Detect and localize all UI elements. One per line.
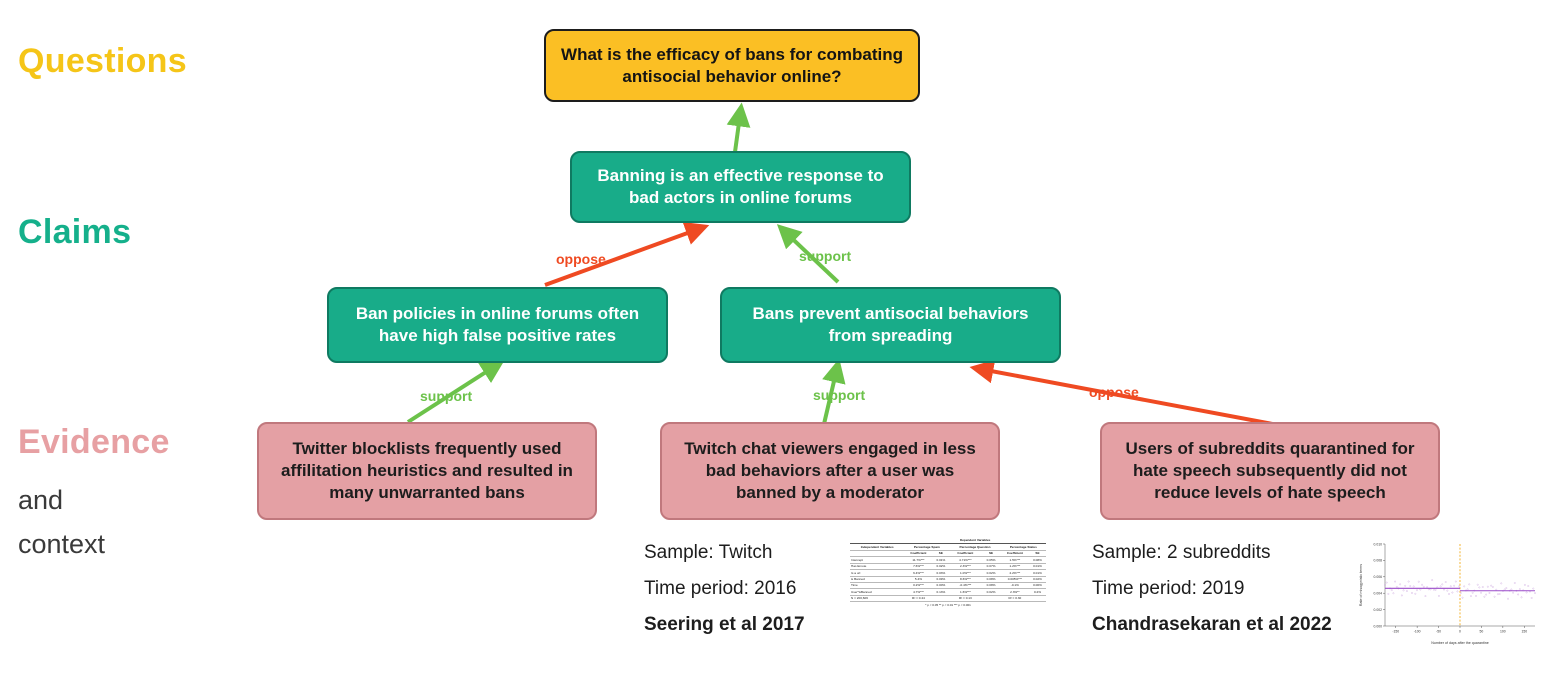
svg-text:-50: -50 — [1436, 629, 1442, 634]
svg-text:Number of days after the quara: Number of days after the quarantine — [1431, 641, 1489, 645]
table-row: Time 0.2%*** 0.00% -0.4%*** 0.08% -0.1% 0.00% — [850, 582, 1046, 588]
table-row: N = 200,606 R² = 0.44 R² = 0.13 R² = 0.30 — [850, 595, 1046, 601]
context-middle-sample: Sample: Twitch — [644, 542, 773, 563]
context-right-citation: Chandrasekaran et al 2022 — [1092, 614, 1332, 635]
edge-label-oppose-claim-left: oppose — [556, 251, 606, 267]
row-label-evidence-sub — [18, 478, 105, 566]
table-row: User*isBanned 4.7%*** 0.13% 1.6%*** 0.02% 2.3%** 0.2% — [850, 589, 1046, 595]
figure-regression-table[interactable]: Dependent Variables Independent Variables Percentage Spam Percentage Question Percentage Status Coefficient SE Coefficient SE Coefficient SE Intercept 11.7%*** 0.01% 4.71%*** 0.05% 1.5%*** 0.08% Has Emote 7.6%*** 0.02% 2.3%*** 0.07% 1.2%*** 0.01% Is a url 6.4%*** 0.03% 1.0%*** 0.02% 2.2%*** 0.01% is Banned 5.4% 0.09% 8.6%*** 0.08% 0.005%*** 0.02% Time 0.2%*** 0.00% -0.4%*** 0.08% -0.1% 0.00% User*isBanned 4.7%*** 0.13% 1.6%*** 0.02% 2.3%** 0.2% N = 200,606 R² = 0.44 R² = 0.13 R² = 0.30 * p < 0.05 ** p < 0.01 *** p < 0.001 — [850, 538, 1046, 636]
context-right-timeperiod: Time period: 2019 — [1092, 578, 1245, 599]
node-claim-left[interactable]: Ban policies in online forums often have high false positive rates — [327, 287, 668, 363]
context-middle-timeperiod: Time period: 2016 — [644, 578, 797, 599]
node-claim-right[interactable]: Bans prevent antisocial behaviors from spreading — [720, 287, 1061, 363]
svg-text:-100: -100 — [1413, 629, 1421, 634]
context-right — [1092, 535, 1332, 643]
svg-text:0.010: 0.010 — [1373, 542, 1382, 547]
svg-text:0.002: 0.002 — [1373, 607, 1382, 612]
svg-text:0.000: 0.000 — [1373, 624, 1382, 629]
row-label-evidence-sub-line2: context — [18, 529, 106, 559]
regression-table: Dependent Variables Independent Variables Percentage Spam Percentage Question Percentage Status Coefficient SE Coefficient SE Coefficient SE Intercept 11.7%*** 0.01% 4.71%*** 0.05% 1.5%*** 0.08% Has Emote 7.6%*** 0.02% 2.3%*** 0.07% 1.2%*** 0.01% Is a url 6.4%*** 0.03% 1.0%*** 0.02% 2.2%*** 0.01% is Banned 5.4% 0.09% 8.6%*** 0.08% 0.005%*** 0.02% Time 0.2%*** 0.00% -0.4%*** 0.08% -0.1% 0.00% User*isBanned 4.7%*** 0.13% 1.6%*** 0.02% 2.3%** 0.2% N = 200,606 R² = 0.44 R² = 0.13 R² = 0.30 — [850, 538, 1046, 602]
context-middle-citation: Seering et al 2017 — [644, 614, 805, 635]
arrow-claim-top-to-question — [735, 108, 741, 152]
row-label-evidence: Evidence — [18, 423, 170, 461]
node-question[interactable]: What is the efficacy of bans for combating antisocial behavior online? — [544, 29, 920, 102]
table-row: Has Emote 7.6%*** 0.02% 2.3%*** 0.07% 1.2%*** 0.01% — [850, 563, 1046, 569]
edge-label-support-evidence-left: support — [420, 388, 473, 404]
edge-label-support-claim-right: support — [799, 248, 852, 264]
row-label-questions: Questions — [18, 42, 187, 80]
row-label-evidence-sub-line1: and — [18, 485, 64, 515]
node-evidence-middle[interactable]: Twitch chat viewers engaged in less bad behaviors after a user was banned by a moderator — [660, 422, 1000, 520]
context-middle — [644, 535, 805, 643]
svg-text:0.004: 0.004 — [1373, 591, 1382, 596]
edge-label-oppose-evidence-right: oppose — [1089, 384, 1139, 400]
figure-quarantine-chart[interactable] — [1355, 538, 1541, 646]
node-evidence-left[interactable]: Twitter blocklists frequently used affilitation heuristics and resulted in many unwarranted bans — [257, 422, 597, 520]
edge-label-support-evidence-middle: support — [813, 387, 866, 403]
table-row: Is a url 6.4%*** 0.03% 1.0%*** 0.02% 2.2%*** 0.01% — [850, 570, 1046, 576]
node-claim-top[interactable]: Banning is an effective response to bad actors in online forums — [570, 151, 911, 223]
table-row: Intercept 11.7%*** 0.01% 4.71%*** 0.05% 1.5%*** 0.08% — [850, 557, 1046, 563]
svg-text:50: 50 — [1479, 629, 1484, 634]
svg-text:Rate of misogynistic terms: Rate of misogynistic terms — [1359, 563, 1363, 607]
svg-text:0.006: 0.006 — [1373, 575, 1382, 580]
table-row: is Banned 5.4% 0.09% 8.6%*** 0.08% 0.005%*** 0.02% — [850, 576, 1046, 582]
svg-text:150: 150 — [1521, 629, 1528, 634]
svg-text:-150: -150 — [1392, 629, 1400, 634]
svg-text:0.008: 0.008 — [1373, 558, 1382, 563]
context-right-sample: Sample: 2 subreddits — [1092, 542, 1271, 563]
svg-text:0: 0 — [1459, 629, 1461, 634]
svg-text:100: 100 — [1500, 629, 1506, 634]
node-evidence-right[interactable]: Users of subreddits quarantined for hate speech subsequently did not reduce levels of hate speech — [1100, 422, 1440, 520]
row-label-claims: Claims — [18, 213, 132, 251]
